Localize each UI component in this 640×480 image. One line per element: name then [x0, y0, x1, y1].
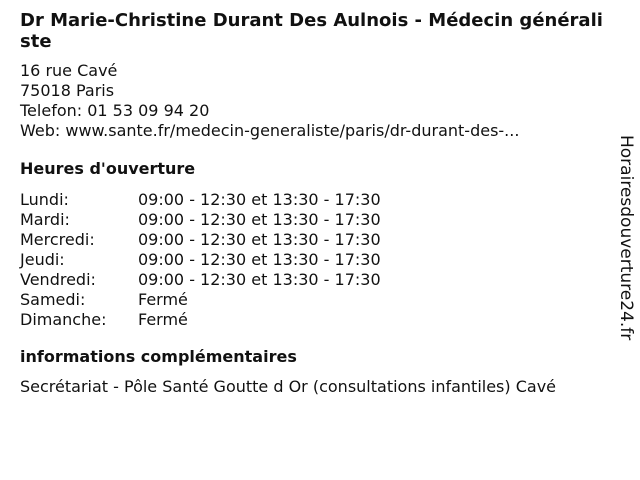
address-block — [20, 61, 610, 141]
site-watermark: Horairesdouverture24.fr — [616, 135, 636, 341]
hours-heading: Heures d'ouverture — [20, 159, 196, 178]
day-hours: Fermé — [138, 310, 188, 329]
info-text: Secrétariat - Pôle Santé Goutte d Or (consultations infantiles) Cavé — [20, 377, 557, 396]
day-label: Samedi: — [20, 290, 86, 309]
day-label: Vendredi: — [20, 270, 96, 289]
hours-row-mercredi — [20, 230, 610, 250]
hours-row-samedi — [20, 290, 610, 310]
listing-card — [20, 10, 610, 397]
phone-number[interactable]: Telefon: 01 53 09 94 20 — [20, 101, 210, 120]
day-label: Mardi: — [20, 210, 70, 229]
day-label: Mercredi: — [20, 230, 95, 249]
day-hours: 09:00 - 12:30 et 13:30 - 17:30 — [138, 270, 381, 289]
page-title: Dr Marie-Christine Durant Des Aulnois - Médecin généraliste — [20, 10, 603, 52]
hours-row-lundi — [20, 190, 610, 210]
day-label: Lundi: — [20, 190, 69, 209]
address-city: 75018 Paris — [20, 81, 115, 100]
day-hours: 09:00 - 12:30 et 13:30 - 17:30 — [138, 210, 381, 229]
hours-row-dimanche — [20, 310, 610, 330]
address-street: 16 rue Cavé — [20, 61, 118, 80]
day-hours: Fermé — [138, 290, 188, 309]
hours-row-jeudi — [20, 250, 610, 270]
hours-row-vendredi — [20, 270, 610, 290]
website-link[interactable]: Web: www.sante.fr/medecin-generaliste/paris/dr-durant-des-... — [20, 121, 520, 140]
hours-table — [20, 190, 610, 330]
day-label: Dimanche: — [20, 310, 107, 329]
day-hours: 09:00 - 12:30 et 13:30 - 17:30 — [138, 250, 381, 269]
info-heading: informations complémentaires — [20, 347, 297, 366]
day-hours: 09:00 - 12:30 et 13:30 - 17:30 — [138, 190, 381, 209]
day-hours: 09:00 - 12:30 et 13:30 - 17:30 — [138, 230, 381, 249]
day-label: Jeudi: — [20, 250, 65, 269]
hours-row-mardi — [20, 210, 610, 230]
